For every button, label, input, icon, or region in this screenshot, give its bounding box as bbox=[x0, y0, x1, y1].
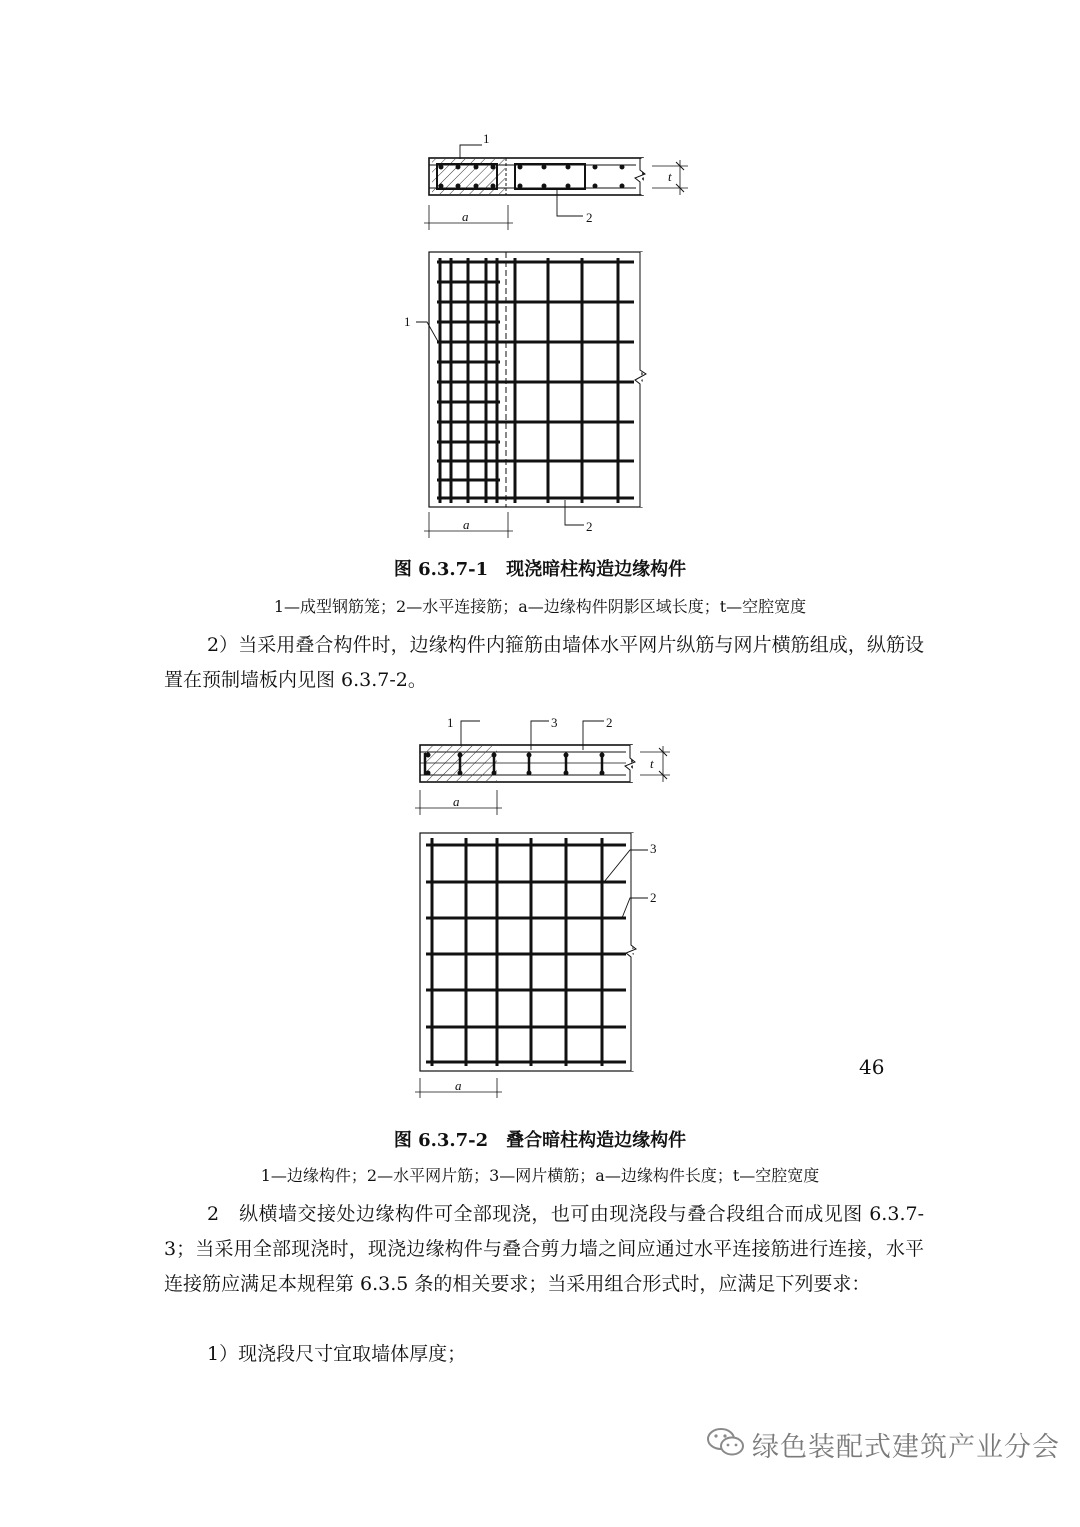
fig2-elevation-label-2: 2 bbox=[650, 890, 657, 905]
figure1-caption: 图 6.3.7-1 现浇暗柱构造边缘构件 bbox=[393, 559, 687, 580]
figure2-elevation bbox=[415, 833, 648, 1098]
paragraph-laminated-members: 2）当采用叠合构件时，边缘构件内箍筋由墙体水平网片纵筋与网片横筋组成，纵筋设置在预制墙板内见图 6.3.7-2。 bbox=[164, 634, 924, 691]
fig2-section-label-a: a bbox=[453, 794, 460, 809]
fig2-section-label-2: 2 bbox=[606, 715, 613, 730]
watermark: 绿色装配式建筑产业分会 bbox=[752, 1432, 1060, 1463]
figure1-elevation bbox=[416, 252, 648, 538]
fig1-section-label-a: a bbox=[462, 209, 469, 224]
fig2-elevation-label-a: a bbox=[455, 1078, 462, 1093]
fig1-elevation-label-2: 2 bbox=[586, 519, 593, 534]
figure2-caption: 图 6.3.7-2 叠合暗柱构造边缘构件 bbox=[393, 1130, 687, 1151]
fig1-section-label-2: 2 bbox=[586, 210, 593, 225]
paragraph-cast-segment: 1）现浇段尺寸宜取墙体厚度； bbox=[207, 1343, 467, 1365]
paragraph-wall-junction: 2 纵横墙交接处边缘构件可全部现浇，也可由现浇段与叠合段组合而成见图 6.3.7-3；当采用全部现浇时，现浇边缘构件与叠合剪力墙之间应通过水平连接筋进行连接，水平连接筋应满足本规程第 6.3.5 条的相关要求；当采用组合形式时，应满足下列要求： bbox=[164, 1203, 924, 1295]
fig1-elevation-label-1: 1 bbox=[404, 314, 411, 329]
wechat-icon bbox=[706, 1426, 746, 1458]
fig1-elevation-label-a: a bbox=[463, 517, 470, 532]
page-number: 46 bbox=[859, 1055, 885, 1079]
figure2-legend: 1—边缘构件；2—水平网片筋；3—网片横筋；a—边缘构件长度；t—空腔宽度 bbox=[260, 1166, 820, 1185]
figure1-legend: 1—成型钢筋笼；2—水平连接筋；a—边缘构件阴影区域长度；t—空腔宽度 bbox=[273, 597, 807, 616]
fig2-section-label-t: t bbox=[650, 756, 654, 771]
fig2-section-label-3: 3 bbox=[551, 715, 558, 730]
fig1-section-label-t: t bbox=[668, 169, 672, 184]
fig2-section-label-1: 1 bbox=[447, 715, 454, 730]
fig2-elevation-label-3: 3 bbox=[650, 841, 657, 856]
fig1-section-label-1: 1 bbox=[483, 131, 490, 146]
